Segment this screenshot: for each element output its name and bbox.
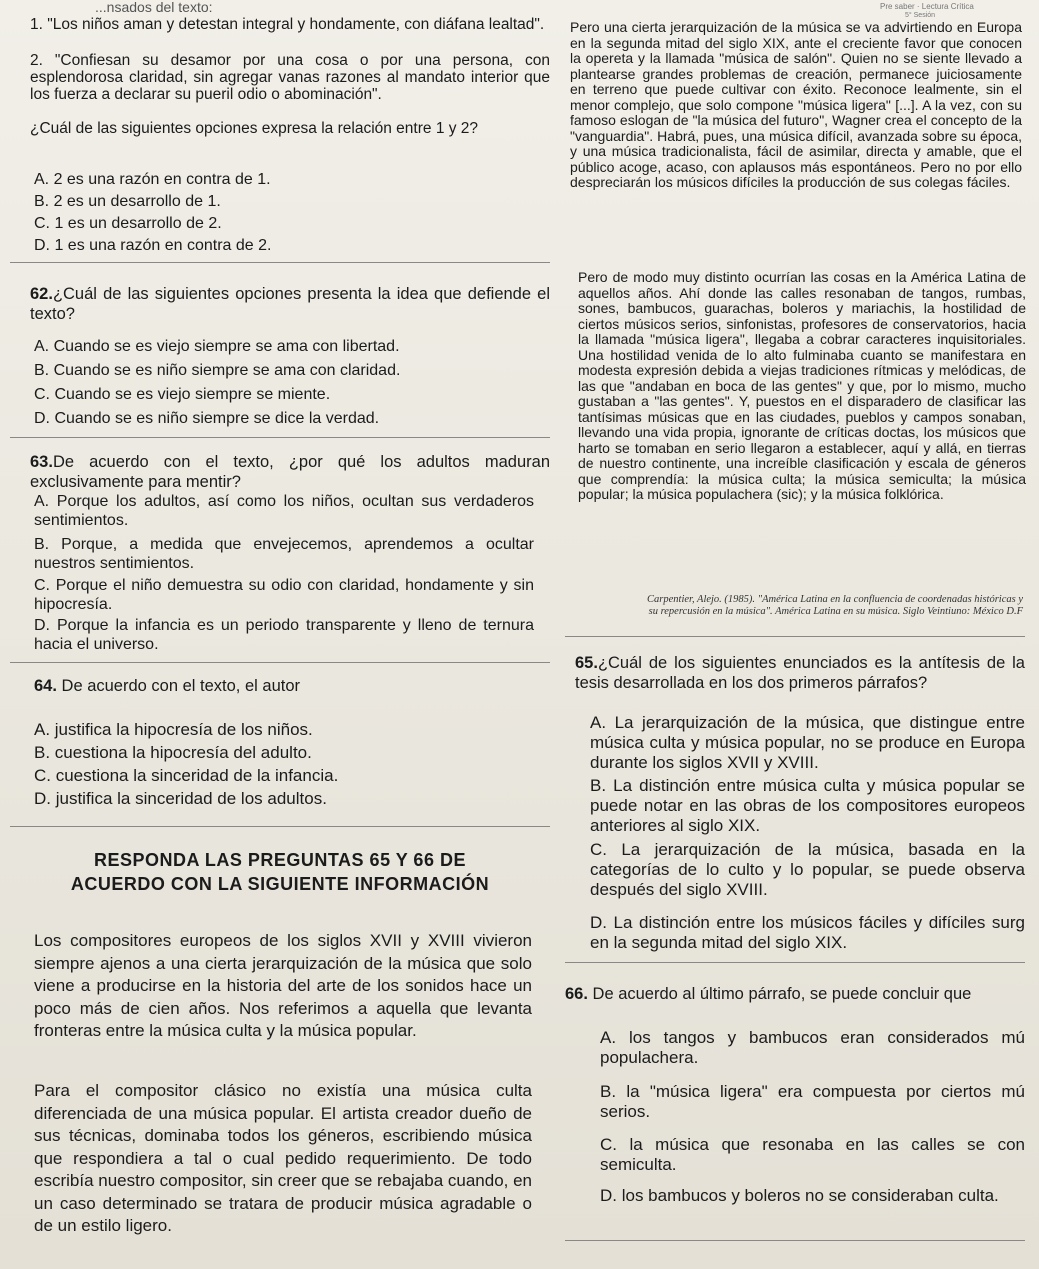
question-63-stem: De acuerdo con el texto, ¿por qué los adultos maduran exclusivamente para mentir?	[30, 453, 550, 491]
citation-line-1: Carpentier, Alejo. (1985). "América Latina en la confluencia de coordenadas históricas y	[647, 594, 1023, 605]
intro-item-1: 1. "Los niños aman y detestan integral y hondamente, con diáfana lealtad".	[30, 16, 545, 33]
section-heading-line-1: RESPONDA LAS PREGUNTAS 65 Y 66 DE	[94, 850, 466, 870]
q65-option-d[interactable]: D. La distinción entre los músicos fáciles y difíciles surg en la segunda mitad del siglo XIX.	[590, 913, 1025, 952]
divider	[565, 1240, 1025, 1241]
passage-paragraph-2: Para el compositor clásico no existía una música culta diferenciada de una música popular. El artista creador dueño de sus técnicas, dominaba todos los géneros, escribiendo música que respondiera a tal o cual pedido requerimiento. De todo escribía nuestro compositor, sin creer que se rebajaba cuando, en un caso determinado se tratara de producir música agradable o de un estilo ligero.	[34, 1081, 533, 1235]
question-63	[30, 452, 550, 492]
intro-item-2: 2. "Confiesan su desamor por una cosa o por una persona, con esplendorosa claridad, sin agregar vanas razones al mandato interior que los fuerza a declarar su pueril odio o abominación".	[30, 52, 550, 103]
q65-option-b[interactable]: B. La distinción entre música culta y música popular se puede notar en las obras de los compositores europeos anteriores al siglo XIX.	[590, 776, 1025, 835]
divider	[565, 962, 1025, 963]
q61-option-a[interactable]: A. 2 es una razón en contra de 1.	[34, 171, 271, 188]
header-note: Pre saber · Lectura Crítica	[880, 2, 974, 11]
q63-option-a[interactable]: A. Porque los adultos, así como los niños, ocultan sus verdaderos sentimientos.	[34, 493, 534, 529]
question-63-number: 63.	[30, 453, 53, 471]
q64-option-b[interactable]: B. cuestiona la hipocresía del adulto.	[34, 743, 312, 762]
divider	[10, 262, 550, 263]
q64-option-d[interactable]: D. justifica la sinceridad de los adultos.	[34, 789, 327, 808]
question-62	[30, 284, 550, 324]
q63-option-d[interactable]: D. Porque la infancia es un periodo transparente y lleno de ternura hacia el universo.	[34, 617, 534, 653]
header-sub: 5° Sesión	[905, 12, 936, 19]
question-64	[34, 676, 554, 696]
question-66-number: 66.	[565, 985, 588, 1003]
q62-option-a[interactable]: A. Cuando se es viejo siempre se ama con libertad.	[34, 338, 400, 355]
question-62-number: 62.	[30, 285, 53, 303]
citation-line-2: su repercusión en la música". América Latina en su música. Siglo Veintiuno: México D.F	[648, 606, 1023, 617]
q61-option-b[interactable]: B. 2 es un desarrollo de 1.	[34, 193, 221, 210]
reading-paragraph-2: Pero de modo muy distinto ocurrían las cosas en la América Latina de aquellos años. Ahí donde las calles resonaban de tangos, rumbas, sones, bambucos, guarachas, boleros y mariachis, la hostilidad de ciertos músicos serios, sinfonistas, profesores de conservatorios, hacia la llamada "música ligera", llegaba a cobrar caracteres inquisitoriales. Una hostilidad venida de lo alto fulminaba cuanto se manifestara en modesta expresión debida a viejas tradiciones rítmicas y melódicas, de las que "andaban en boca de las gentes" y que, por lo mismo, mucho gustaban a "las gentes". Y, puestos en el disparadero de clasificar las tantísimas músicas que en las ciudades, pueblos y campos sonaban, llevando una vida propia, ignorante de críticas doctas, los músicos que harto se tomaban en serio llegaron a establecer, aquí y allá, en tierras de nuestro continente, una increíble clasificación y escala de géneros que comprendía: la música culta; la música semiculta; la música popular; la música populachera (sic); y la música folklórica.	[578, 269, 1026, 502]
divider	[565, 636, 1025, 637]
header-fragment: ...nsados del texto:	[95, 0, 213, 15]
question-65-number: 65.	[575, 654, 598, 672]
q62-option-b[interactable]: B. Cuando se es niño siempre se ama con claridad.	[34, 362, 401, 379]
divider	[10, 826, 550, 827]
q64-option-c[interactable]: C. cuestiona la sinceridad de la infancia.	[34, 766, 339, 785]
q61-option-d[interactable]: D. 1 es una razón en contra de 2.	[34, 237, 272, 254]
passage-paragraph-1: Los compositores europeos de los siglos XVII y XVIII vivieron siempre ajenos a una cierta jerarquización de la música que solo viene a producirse en la historia del arte de los sonidos hace un poco más de cien años. Nos referimos a aquella que levanta fronteras entre la música culta y la música popular.	[34, 931, 532, 1040]
q62-option-d[interactable]: D. Cuando se es niño siempre se dice la verdad.	[34, 410, 380, 427]
q66-option-b[interactable]: B. la "música ligera" era compuesta por ciertos mú serios.	[600, 1082, 1025, 1121]
question-62-stem: ¿Cuál de las siguientes opciones presenta la idea que defiende el texto?	[30, 285, 550, 323]
question-64-stem: De acuerdo con el texto, el autor	[61, 677, 301, 695]
question-64-number: 64.	[34, 677, 57, 695]
question-65-stem: ¿Cuál de los siguientes enunciados es la antítesis de la tesis desarrollada en los dos primeros párrafos?	[575, 654, 1025, 692]
q61-option-c[interactable]: C. 1 es un desarrollo de 2.	[34, 215, 222, 232]
reading-paragraph-1: Pero una cierta jerarquización de la música se va advirtiendo en Europa en la segunda mitad del siglo XIX, ante el creciente favor que conocen la opereta y la llamada "música de salón". Quien no se siente llevado a plantearse grandes problemas de creación, permanece juiciosamente en terreno que puede cultivar con éxito. Reconoce lealmente, sin el menor complejo, que solo compone "música ligera" [...]. A la vez, con su famoso eslogan de "la música del futuro", Wagner crea el concepto de la "vanguardia". Habrá, pues, una música difícil, avanzada sobre su época, y una música tradicionalista, fácil de asimilar, directa y amable, que el público acoge, acaso, con aplausos más espontáneos. Pero no por ello despreciarán los músicos difíciles la producción de sus colegas fáciles.	[570, 19, 1022, 190]
divider	[10, 662, 550, 663]
q64-option-a[interactable]: A. justifica la hipocresía de los niños.	[34, 720, 313, 739]
question-61-stem: ¿Cuál de las siguientes opciones expresa la relación entre 1 y 2?	[30, 120, 479, 137]
q63-option-b[interactable]: B. Porque, a medida que envejecemos, aprendemos a ocultar nuestros sentimientos.	[34, 536, 534, 572]
q63-option-c[interactable]: C. Porque el niño demuestra su odio con claridad, hondamente y sin hipocresía.	[34, 577, 534, 613]
q66-option-a[interactable]: A. los tangos y bambucos eran considerados mú populachera.	[600, 1028, 1025, 1067]
question-65	[575, 653, 1025, 693]
section-heading-line-2: ACUERDO CON LA SIGUIENTE INFORMACIÓN	[70, 874, 490, 894]
q65-option-c[interactable]: C. La jerarquización de la música, basada en la categorías de lo culto y lo popular, se puede observa después del siglo XVIII.	[590, 840, 1025, 899]
q65-option-a[interactable]: A. La jerarquización de la música, que distingue entre música culta y música popular, no se produce en Europa durante los siglos XVII y XVIII.	[590, 713, 1025, 772]
question-66-stem: De acuerdo al último párrafo, se puede concluir que	[592, 985, 972, 1003]
divider	[10, 437, 550, 438]
question-66	[565, 984, 1030, 1004]
q66-option-d[interactable]: D. los bambucos y boleros no se consideraban culta.	[600, 1186, 999, 1205]
q66-option-c[interactable]: C. la música que resonaba en las calles se con semiculta.	[600, 1135, 1025, 1174]
q62-option-c[interactable]: C. Cuando se es viejo siempre se miente.	[34, 386, 331, 403]
